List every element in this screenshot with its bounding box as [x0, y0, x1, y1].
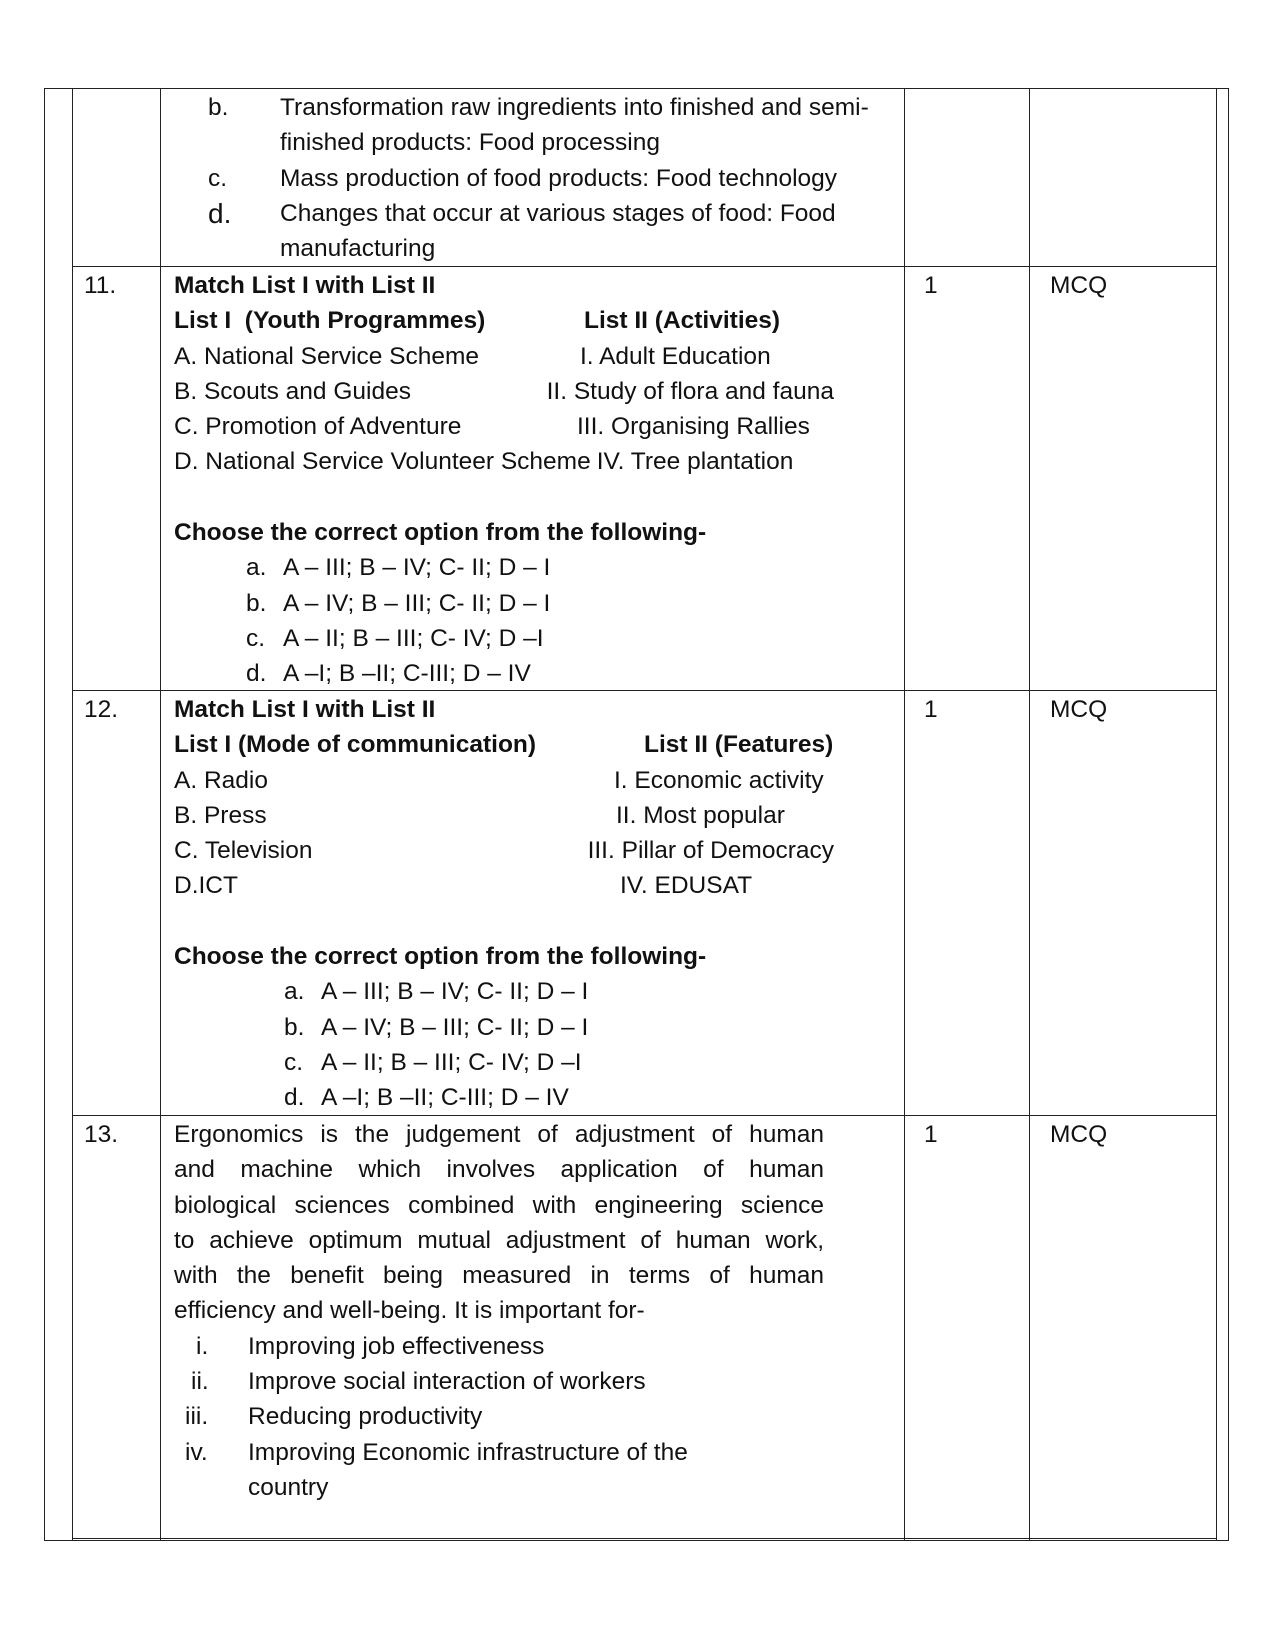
q13-content — [174, 1117, 824, 1505]
list2-item: III. Pillar of Democracy — [587, 837, 834, 865]
answer-option-a — [246, 550, 906, 585]
roman-item-ii — [174, 1364, 824, 1399]
item-text: Improving job effectiveness — [248, 1332, 545, 1360]
option-text: A – III; B – IV; C- II; D – I — [321, 978, 589, 1006]
question-number: 13. — [84, 1121, 119, 1148]
option-line: Transformation raw ingredients into finished and semi- — [280, 94, 869, 121]
question-marks: 1 — [924, 272, 938, 299]
match-row — [174, 763, 834, 798]
table-bottom-inner-border — [72, 1538, 1217, 1539]
match-row — [174, 444, 834, 479]
list1-item: B. Scouts and Guides — [174, 377, 411, 405]
match-row — [174, 833, 834, 868]
option-text: A – III; B – IV; C- II; D – I — [283, 554, 551, 582]
option-line: finished products: Food processing — [280, 129, 660, 157]
option-line: manufacturing — [280, 235, 436, 263]
option-marker: c. — [246, 624, 266, 652]
q12-content — [174, 692, 834, 1116]
inner-right-border — [1216, 88, 1217, 1540]
option-marker: a. — [284, 978, 305, 1006]
paragraph-line: Ergonomics is the judgement of adjustment of human — [174, 1121, 824, 1148]
match-row — [174, 374, 834, 409]
question-type: MCQ — [1050, 1121, 1108, 1148]
list2-header: List II (Features) — [644, 731, 834, 759]
option-line: Changes that occur at various stages of food: Food — [280, 199, 836, 227]
match-row — [174, 868, 834, 903]
item-marker: iii. — [185, 1403, 209, 1431]
list2-header: List II (Activities) — [584, 307, 781, 335]
paragraph-line: efficiency and well-being. It is important for- — [174, 1297, 645, 1325]
roman-item-iii — [174, 1399, 824, 1434]
paragraph-line: to achieve optimum mutual adjustment of human work, — [174, 1226, 824, 1254]
option-text: A – IV; B – III; C- II; D – I — [283, 589, 551, 617]
list1-item: A. Radio — [174, 766, 268, 794]
list1-item: D.ICT — [174, 872, 238, 900]
column-divider-type — [1029, 88, 1030, 1540]
list2-item: III. Organising Rallies — [577, 413, 810, 441]
match-row — [174, 798, 834, 833]
answer-option-a — [284, 974, 944, 1009]
question-marks: 1 — [924, 696, 938, 723]
option-marker: d. — [208, 197, 232, 229]
question-number: 12. — [84, 696, 119, 723]
list1-item: C. Television — [174, 837, 313, 865]
roman-item-i — [174, 1329, 824, 1364]
column-divider-number — [72, 88, 73, 1540]
paragraph-line: biological sciences combined with engineering science — [174, 1191, 824, 1219]
option-marker: b. — [246, 589, 267, 617]
match-heading: Match List I with List II — [174, 272, 436, 299]
list1-header: List I (Mode of communication) — [174, 731, 537, 759]
q10-option-d — [208, 196, 868, 267]
option-marker: c. — [284, 1048, 304, 1076]
match-row — [174, 339, 834, 374]
list1-item: C. Promotion of Adventure — [174, 413, 462, 441]
answer-option-d — [246, 656, 906, 691]
option-text: A –I; B –II; C-III; D – IV — [283, 660, 531, 688]
list-headers — [174, 303, 834, 338]
list1-item: A. National Service Scheme — [174, 342, 480, 370]
match-row — [174, 409, 834, 444]
answer-option-c — [246, 621, 906, 656]
answer-option-d — [284, 1080, 944, 1115]
question-number: 11. — [84, 272, 117, 299]
option-text: A –I; B –II; C-III; D – IV — [321, 1084, 569, 1112]
question-marks: 1 — [924, 1121, 938, 1148]
option-marker: d. — [284, 1084, 305, 1112]
option-text: A – IV; B – III; C- II; D – I — [321, 1013, 589, 1041]
option-marker: b. — [284, 1013, 305, 1041]
list1-item: D. National Service Volunteer Scheme — [174, 448, 591, 476]
option-marker: b. — [208, 94, 229, 121]
list-headers — [174, 727, 834, 762]
paragraph-line: and machine which involves application of human — [174, 1156, 824, 1184]
item-marker: iv. — [185, 1438, 208, 1466]
item-marker: i. — [196, 1332, 209, 1360]
answer-option-c — [284, 1045, 944, 1080]
question-type: MCQ — [1050, 272, 1108, 299]
column-divider-marks — [904, 88, 905, 1540]
item-text: country — [248, 1473, 329, 1501]
option-marker: d. — [246, 660, 267, 688]
option-marker: a. — [246, 554, 267, 582]
q10-option-c — [208, 161, 868, 196]
list1-item: B. Press — [174, 801, 267, 829]
option-marker: c. — [208, 164, 228, 192]
match-heading: Match List I with List II — [174, 696, 436, 723]
list2-item: II. Most popular — [616, 801, 785, 829]
question-type: MCQ — [1050, 696, 1108, 723]
list2-item: I. Adult Education — [580, 342, 771, 370]
option-text: A – II; B – III; C- IV; D –I — [321, 1048, 582, 1076]
item-text: Reducing productivity — [248, 1403, 483, 1431]
option-line: Mass production of food products: Food technology — [280, 164, 838, 192]
q10-continued-options — [174, 90, 869, 266]
outer-right-border — [1228, 88, 1229, 1540]
list1-header: List I (Youth Programmes) — [174, 307, 486, 335]
answer-option-b — [246, 586, 906, 621]
choose-instruction: Choose the correct option from the following- — [174, 519, 707, 547]
q11-content — [174, 268, 834, 692]
column-divider-question — [160, 88, 161, 1540]
outer-left-border — [44, 88, 45, 1540]
list2-item: IV. Tree plantation — [596, 448, 794, 476]
table-top-border — [44, 88, 1229, 89]
choose-instruction: Choose the correct option from the following- — [174, 943, 707, 971]
item-text: Improve social interaction of workers — [248, 1368, 646, 1396]
roman-item-iv — [174, 1435, 824, 1506]
item-text: Improving Economic infrastructure of the — [248, 1438, 688, 1466]
q10-option-b — [208, 90, 868, 161]
list2-item: II. Study of flora and fauna — [546, 377, 834, 405]
option-text: A – II; B – III; C- IV; D –I — [283, 624, 544, 652]
table-bottom-outer-border — [44, 1540, 1229, 1541]
list2-item: I. Economic activity — [614, 766, 824, 794]
paragraph-line: with the benefit being measured in terms of human — [174, 1262, 824, 1290]
answer-option-b — [284, 1010, 944, 1045]
item-marker: ii. — [191, 1368, 209, 1396]
list2-item: IV. EDUSAT — [620, 872, 753, 900]
